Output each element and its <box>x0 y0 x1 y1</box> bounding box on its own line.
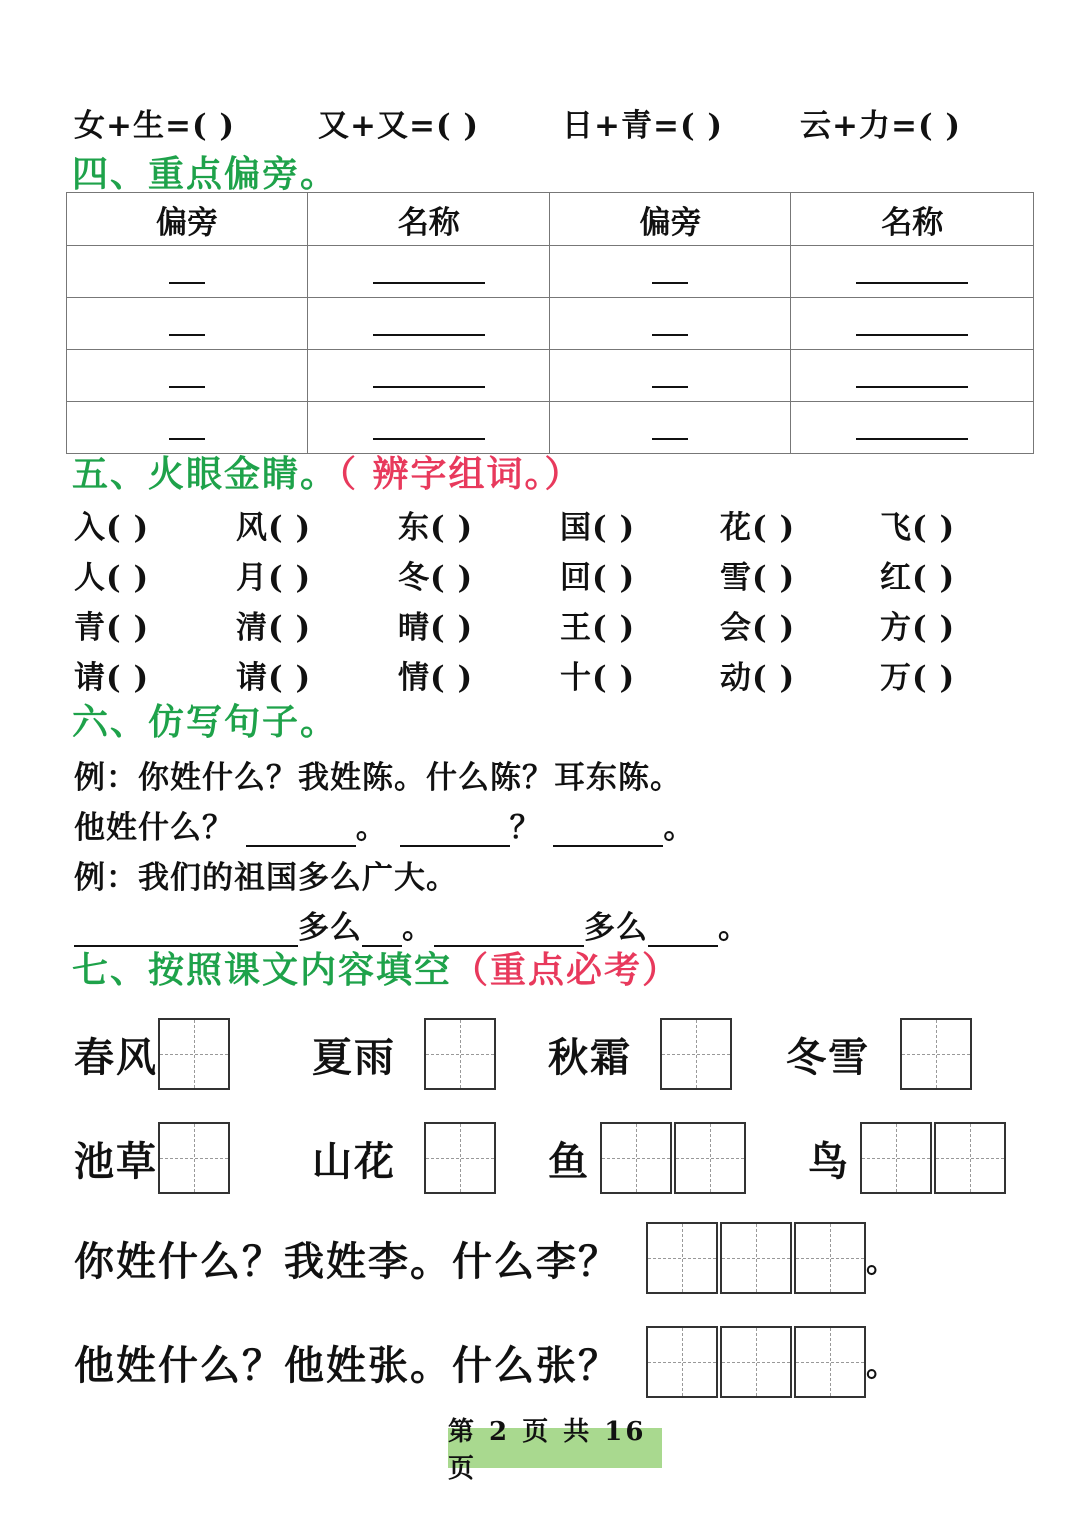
fill-item <box>312 1018 496 1090</box>
section5-note: （ 辨字组词。） <box>338 453 583 495</box>
blank[interactable] <box>856 256 968 284</box>
blank[interactable] <box>169 360 205 388</box>
fill-sentence <box>74 1326 898 1398</box>
blank[interactable] <box>652 360 688 388</box>
writing-box[interactable] <box>720 1222 792 1294</box>
blank[interactable] <box>856 412 968 440</box>
writing-box[interactable] <box>674 1122 746 1194</box>
fill-word: 秋霜 <box>548 1033 632 1081</box>
word-item: 回( ) <box>560 560 636 596</box>
period: 。 <box>866 1243 898 1280</box>
writing-box[interactable] <box>900 1018 972 1090</box>
word-item: 方( ) <box>880 610 956 646</box>
table-row <box>67 298 1034 350</box>
answer-blank[interactable] <box>400 817 510 847</box>
example-1: 例：你姓什么？我姓陈。什么陈？耳东陈。 <box>74 760 682 796</box>
word-item: 东( ) <box>398 510 474 546</box>
fill-item <box>74 1122 230 1194</box>
fill-item <box>548 1122 746 1194</box>
fill-word: 鱼 <box>548 1137 590 1185</box>
compound-char-4: 云+力=( ) <box>800 108 962 144</box>
section7-title-text: 七、按照课文内容填空 <box>72 949 453 991</box>
blank[interactable] <box>856 360 968 388</box>
fill-item <box>548 1018 732 1090</box>
blank[interactable] <box>169 412 205 440</box>
word-item: 飞( ) <box>880 510 956 546</box>
example-2: 例：我们的祖国多么广大。 <box>74 860 458 896</box>
compound-char-1: 女+生=( ) <box>74 108 236 144</box>
page-number: 第 2 页 共 16 页 <box>448 1428 662 1468</box>
fill-item <box>786 1018 972 1090</box>
word-item: 情( ) <box>398 660 474 696</box>
punct: 。 <box>718 910 750 946</box>
section5-title <box>72 446 583 497</box>
writing-box[interactable] <box>424 1122 496 1194</box>
header-radical: 偏旁 <box>67 193 308 246</box>
blank[interactable] <box>169 256 205 284</box>
radical-table <box>66 192 1034 454</box>
word-item: 王( ) <box>560 610 636 646</box>
table-row <box>67 350 1034 402</box>
fill-item <box>74 1018 230 1090</box>
line1-start: 他姓什么？ <box>74 810 234 846</box>
section5-title-text: 五、火眼金睛。 <box>72 453 339 495</box>
blank[interactable] <box>169 308 205 336</box>
fill-word: 池草 <box>74 1137 158 1185</box>
writing-box[interactable] <box>794 1222 866 1294</box>
section6-title: 六、仿写句子。 <box>72 701 339 743</box>
word-item: 人( ) <box>74 560 150 596</box>
section7-title <box>72 942 680 993</box>
imitation-line-2 <box>74 902 750 947</box>
punct: 。 <box>402 910 434 946</box>
word-item: 青( ) <box>74 610 150 646</box>
blank[interactable] <box>652 412 688 440</box>
table-row <box>67 246 1034 298</box>
word-item: 风( ) <box>236 510 312 546</box>
writing-box[interactable] <box>646 1222 718 1294</box>
blank[interactable] <box>373 308 485 336</box>
word-item: 花( ) <box>720 510 796 546</box>
word-duome: 多么 <box>298 910 362 946</box>
compound-char-3: 日+青=( ) <box>562 108 724 144</box>
answer-blank[interactable] <box>553 817 663 847</box>
word-item: 会( ) <box>720 610 796 646</box>
word-item: 请( ) <box>74 660 150 696</box>
punct: 。 <box>355 810 388 846</box>
word-item: 晴( ) <box>398 610 474 646</box>
fill-word: 春风 <box>74 1033 158 1081</box>
sentence-text: 你姓什么？我姓李。什么李？ <box>74 1237 620 1285</box>
writing-box[interactable] <box>794 1326 866 1398</box>
imitation-line-1 <box>74 802 695 847</box>
blank[interactable] <box>856 308 968 336</box>
fill-word: 鸟 <box>808 1137 850 1185</box>
writing-box[interactable] <box>600 1122 672 1194</box>
period: 。 <box>866 1347 898 1384</box>
writing-box[interactable] <box>646 1326 718 1398</box>
writing-box[interactable] <box>934 1122 1006 1194</box>
sentence-text: 他姓什么？他姓张。什么张？ <box>74 1341 620 1389</box>
blank[interactable] <box>373 412 485 440</box>
answer-blank[interactable] <box>246 817 356 847</box>
word-item: 十( ) <box>560 660 636 696</box>
header-radical: 偏旁 <box>550 193 791 246</box>
word-item: 雪( ) <box>720 560 796 596</box>
blank[interactable] <box>652 256 688 284</box>
header-name: 名称 <box>791 193 1034 246</box>
word-item: 清( ) <box>236 610 312 646</box>
section7-note: （重点必考） <box>452 949 681 991</box>
word-item: 动( ) <box>720 660 796 696</box>
word-duome: 多么 <box>584 910 648 946</box>
word-item: 月( ) <box>236 560 312 596</box>
word-item: 红( ) <box>880 560 956 596</box>
word-item: 国( ) <box>560 510 636 546</box>
punct: ？ <box>509 810 542 846</box>
word-item: 万( ) <box>880 660 956 696</box>
word-item: 冬( ) <box>398 560 474 596</box>
writing-box[interactable] <box>158 1122 230 1194</box>
fill-item <box>312 1122 496 1194</box>
writing-box[interactable] <box>158 1018 230 1090</box>
writing-box[interactable] <box>424 1018 496 1090</box>
fill-sentence <box>74 1222 898 1294</box>
blank[interactable] <box>652 308 688 336</box>
writing-box[interactable] <box>660 1018 732 1090</box>
section4-title: 四、重点偏旁。 <box>72 153 339 195</box>
fill-word: 冬雪 <box>786 1033 870 1081</box>
blank[interactable] <box>373 256 485 284</box>
header-name: 名称 <box>308 193 550 246</box>
writing-box[interactable] <box>720 1326 792 1398</box>
punct: 。 <box>663 810 696 846</box>
fill-word: 山花 <box>312 1137 396 1185</box>
fill-item <box>808 1122 1006 1194</box>
writing-box[interactable] <box>860 1122 932 1194</box>
blank[interactable] <box>373 360 485 388</box>
word-item: 请( ) <box>236 660 312 696</box>
fill-word: 夏雨 <box>312 1033 396 1081</box>
compound-char-2: 又+又=( ) <box>318 108 480 144</box>
word-item: 入( ) <box>74 510 150 546</box>
